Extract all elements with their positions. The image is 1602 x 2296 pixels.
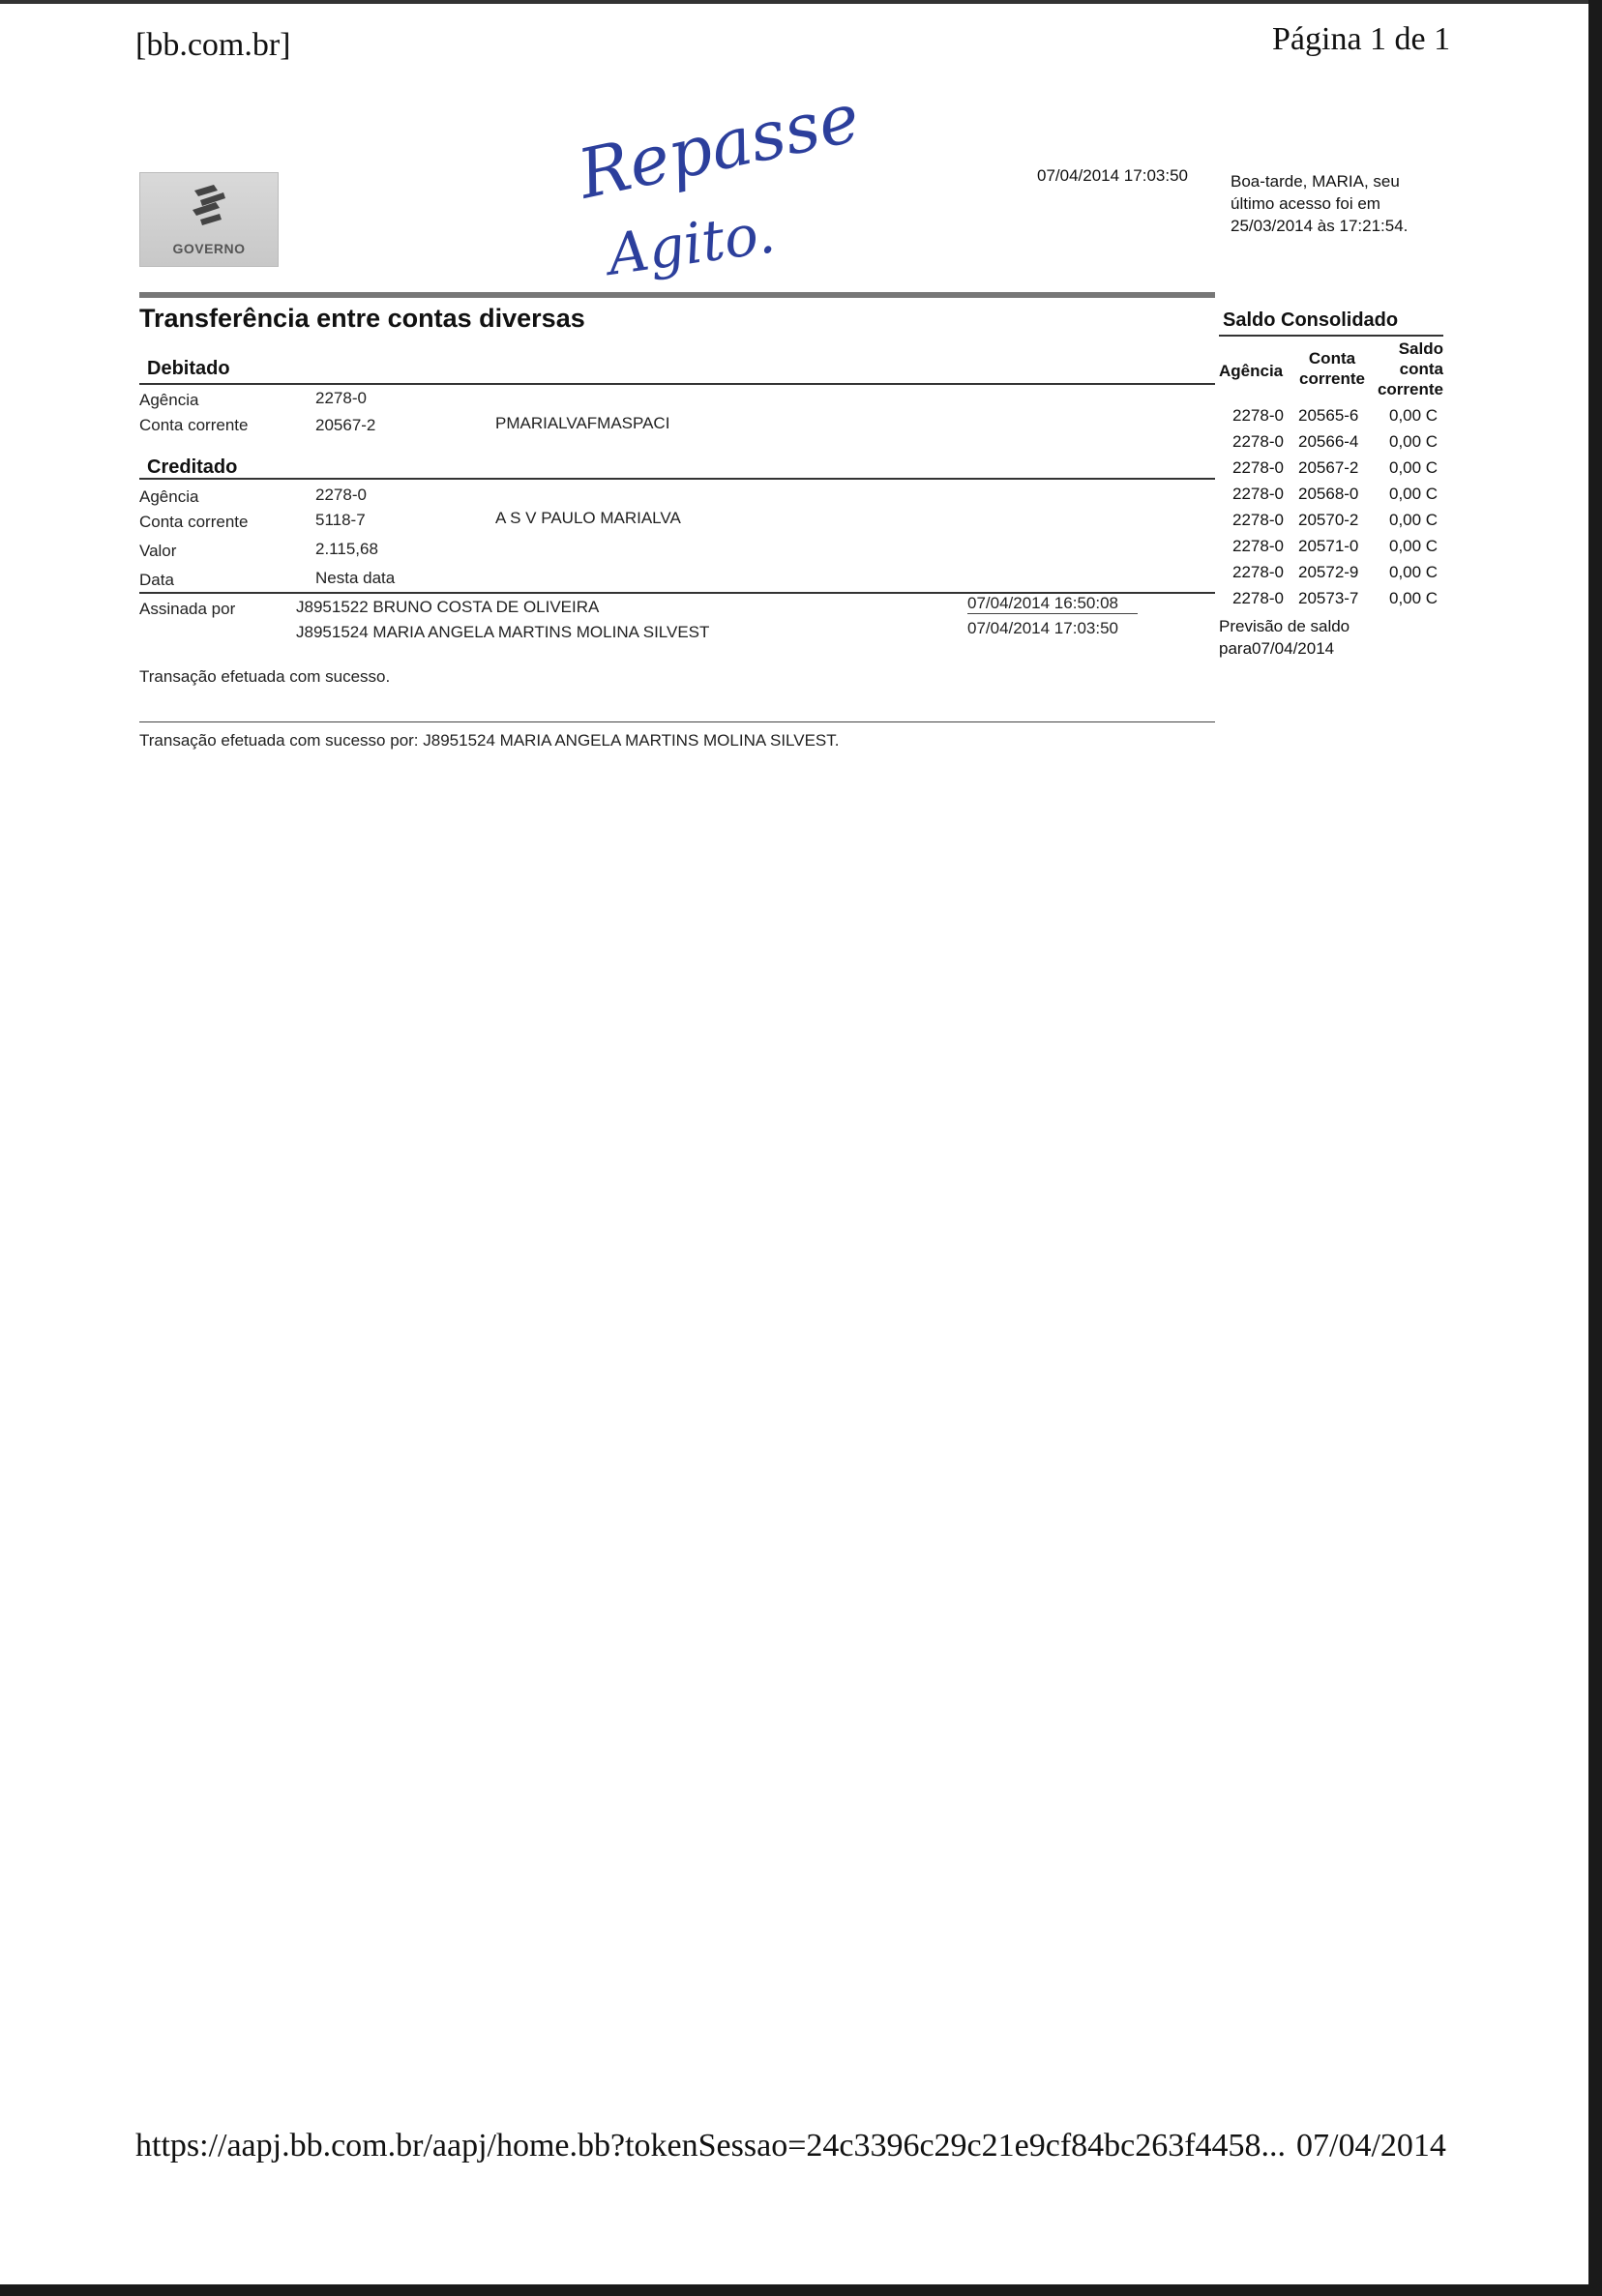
saldo-conta: 20565-6 xyxy=(1298,406,1359,425)
page-title: Transferência entre contas diversas xyxy=(139,304,585,333)
creditado-agencia: 2278-0 xyxy=(315,486,367,504)
saldo-row xyxy=(1219,432,1441,457)
saldo-agencia: 2278-0 xyxy=(1232,589,1284,607)
saldo-title: Saldo Consolidado xyxy=(1223,309,1399,331)
creditado-titular: A S V PAULO MARIALVA xyxy=(495,509,681,527)
saldo-previsao-1: Previsão de saldo xyxy=(1219,617,1350,635)
signer-datetime: 07/04/2014 17:03:50 xyxy=(967,619,1118,637)
debitado-agencia: 2278-0 xyxy=(315,389,367,407)
saldo-valor: 0,00 C xyxy=(1389,458,1439,477)
saldo-col-agencia: Agência xyxy=(1219,362,1284,380)
status-message: Transação efetuada com sucesso. xyxy=(139,667,391,686)
debitado-rule xyxy=(139,383,1215,385)
saldo-col-saldo xyxy=(1372,339,1443,399)
valor-amount: 2.115,68 xyxy=(315,540,378,558)
creditado-conta: 5118-7 xyxy=(315,511,366,529)
saldo-col-saldo-2: conta xyxy=(1399,360,1443,378)
saldo-valor: 0,00 C xyxy=(1389,406,1439,425)
footer-status-message: Transação efetuada com sucesso por: J8951524 MARIA ANGELA MARTINS MOLINA SILVEST. xyxy=(139,731,840,750)
greeting-text: Boa-tarde, MARIA, seu último acesso foi em 25/03/2014 às 17:21:54. xyxy=(1231,172,1409,235)
saldo-row xyxy=(1219,537,1441,562)
saldo-conta: 20573-7 xyxy=(1298,589,1359,607)
header-separator xyxy=(139,292,1215,298)
saldo-conta: 20571-0 xyxy=(1298,537,1359,555)
saldo-valor: 0,00 C xyxy=(1389,432,1439,451)
session-datetime: 07/04/2014 17:03:50 xyxy=(1037,166,1188,185)
saldo-agencia: 2278-0 xyxy=(1232,537,1284,555)
print-date: 07/04/2014 xyxy=(1296,2128,1446,2164)
creditado-conta-label: Conta corrente xyxy=(139,513,249,531)
saldo-col-saldo-3: corrente xyxy=(1377,380,1443,398)
saldo-conta: 20568-0 xyxy=(1298,485,1359,503)
creditado-heading: Creditado xyxy=(147,456,238,478)
saldo-row xyxy=(1219,485,1441,510)
saldo-agencia: 2278-0 xyxy=(1232,432,1284,451)
signer-datetime: 07/04/2014 16:50:08 xyxy=(967,594,1118,612)
governo-logo xyxy=(139,172,279,267)
saldo-row xyxy=(1219,563,1441,588)
saldo-valor: 0,00 C xyxy=(1389,563,1439,581)
saldo-row xyxy=(1219,406,1441,431)
saldo-conta: 20572-9 xyxy=(1298,563,1359,581)
creditado-agencia-label: Agência xyxy=(139,487,199,506)
saldo-col-conta xyxy=(1296,348,1368,389)
saldo-agencia: 2278-0 xyxy=(1232,511,1284,529)
saldo-valor: 0,00 C xyxy=(1389,485,1439,503)
page-number: Página 1 de 1 xyxy=(1272,21,1451,57)
saldo-col-saldo-1: Saldo xyxy=(1398,339,1443,358)
saldo-previsao-2: para07/04/2014 xyxy=(1219,639,1335,658)
saldo-agencia: 2278-0 xyxy=(1232,485,1284,503)
saldo-valor: 0,00 C xyxy=(1389,511,1439,529)
saldo-agencia: 2278-0 xyxy=(1232,406,1284,425)
valor-label: Valor xyxy=(139,542,177,560)
page-url: https://aapj.bb.com.br/aapj/home.bb?tokenSessao=24c3396c29c21e9cf84bc263f4458... xyxy=(135,2128,1287,2164)
saldo-conta: 20567-2 xyxy=(1298,458,1359,477)
debitado-titular: PMARIALVAFMASPACI xyxy=(495,414,670,432)
saldo-valor: 0,00 C xyxy=(1389,589,1439,607)
assinada-label: Assinada por xyxy=(139,600,236,618)
scan-bottom-edge xyxy=(0,2284,1602,2296)
saldo-conta: 20566-4 xyxy=(1298,432,1359,451)
handwritten-note-line1: Repasse xyxy=(571,77,867,215)
debitado-agencia-label: Agência xyxy=(139,391,199,409)
saldo-col-conta-2: corrente xyxy=(1298,369,1366,388)
saldo-conta: 20570-2 xyxy=(1298,511,1359,529)
site-name: [bb.com.br] xyxy=(135,27,291,63)
debitado-conta: 20567-2 xyxy=(315,416,376,434)
signer-datetime-rule xyxy=(967,613,1138,614)
saldo-agencia: 2278-0 xyxy=(1232,458,1284,477)
creditado-rule xyxy=(139,478,1215,480)
debitado-conta-label: Conta corrente xyxy=(139,416,249,434)
handwritten-note-line2: Agito. xyxy=(604,199,780,288)
saldo-row xyxy=(1219,511,1441,536)
saldo-previsao xyxy=(1219,615,1350,660)
scan-top-edge xyxy=(0,0,1602,4)
signer-name: J8951524 MARIA ANGELA MARTINS MOLINA SILVEST xyxy=(296,623,710,641)
debitado-heading: Debitado xyxy=(147,358,230,379)
logo-label: GOVERNO xyxy=(172,241,246,256)
saldo-row xyxy=(1219,589,1441,614)
saldo-col-conta-1: Conta xyxy=(1308,349,1356,368)
footer-status-rule xyxy=(139,721,1215,722)
bb-logo-icon xyxy=(185,181,233,229)
data-value: Nesta data xyxy=(315,569,396,587)
saldo-valor: 0,00 C xyxy=(1389,537,1439,555)
data-label: Data xyxy=(139,571,174,589)
scan-right-edge xyxy=(1588,0,1602,2296)
saldo-agencia: 2278-0 xyxy=(1232,563,1284,581)
saldo-title-rule xyxy=(1219,335,1443,337)
saldo-row xyxy=(1219,458,1441,484)
signer-name: J8951522 BRUNO COSTA DE OLIVEIRA xyxy=(296,598,600,616)
